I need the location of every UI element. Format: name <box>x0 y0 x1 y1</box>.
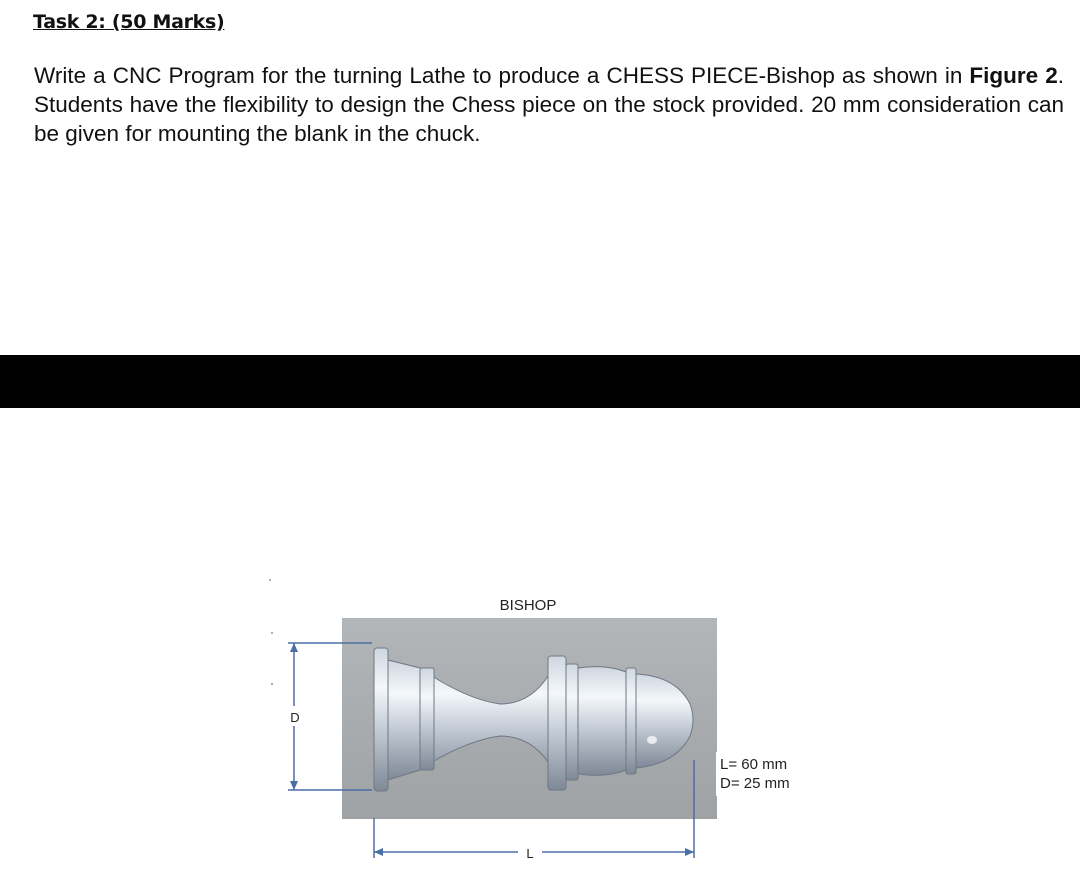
figure-reference: Figure 2 <box>969 63 1058 88</box>
task-title: Task 2: (50 Marks) <box>33 11 225 33</box>
stray-dot <box>269 579 271 581</box>
length-spec: L= 60 mm <box>720 756 788 773</box>
diameter-spec: D= 25 mm <box>720 775 790 792</box>
d-label: D <box>290 710 300 725</box>
spec-box <box>716 752 808 796</box>
figure-title: BISHOP <box>499 597 557 614</box>
description-text-2: . Students have the flexibility to design the Chess piece on the stock provided. 20 mm consideration can be given for mounting the blank in the chuck. <box>34 63 1064 146</box>
description-text-1: Write a CNC Program for the turning Lathe to produce a CHESS PIECE-Bishop as shown in <box>34 63 970 88</box>
l-label: L <box>526 846 534 861</box>
stray-dot <box>271 632 273 634</box>
stray-dot <box>271 683 273 685</box>
